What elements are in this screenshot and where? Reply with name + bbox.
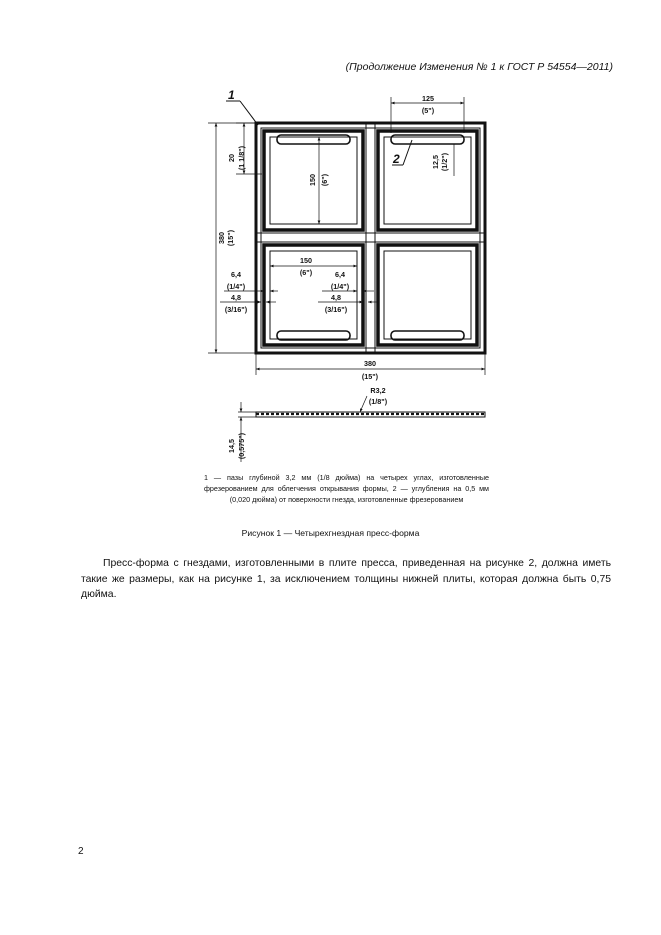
page-number: 2 [78,846,84,857]
dim-380-horizontal [256,353,485,381]
cavity-top-right [378,131,477,230]
svg-text:150: 150 [308,174,317,186]
svg-text:380: 380 [364,359,376,368]
page-header: (Продолжение Изменения № 1 к ГОСТ Р 54554—2011) [345,61,613,73]
svg-text:6,4: 6,4 [231,270,241,279]
svg-text:(1/8"): (1/8") [368,397,388,406]
svg-text:380: 380 [217,232,226,244]
dim-150-vertical [308,137,329,224]
svg-text:14,5: 14,5 [227,439,236,453]
svg-text:(6"): (6") [299,268,313,277]
svg-text:(6"): (6") [320,173,329,187]
svg-text:6,4: 6,4 [335,270,345,279]
svg-text:4,8: 4,8 [331,293,341,302]
figure-legend: 1 — пазы глубиной 3,2 мм (1/8 дюйма) на четырех углах, изготовленные фрезерованием для облегчения открывания формы, 2 — углубления на 0,5 мм (0,020 дюйма) от поверхности гнезда, изготовленные фрезерованием [204,473,489,504]
cavity-bottom-left [264,245,363,345]
svg-text:(15"): (15") [361,372,379,381]
svg-text:150: 150 [300,256,312,265]
body-paragraph: Пресс-форма с гнездами, изготовленными в плите пресса, приведенная на рисунке 2, должна иметь такие же размеры, как на рисунке 1, за исключением толщины нижней плиты, которая должна быть 0,75 дюйма. [81,558,611,600]
mold-plate [256,123,485,353]
dim-12-5 [431,144,454,176]
dim-4-8-left [220,293,276,314]
figure-caption: Рисунок 1 — Четырехгнездная пресс-форма [241,528,420,538]
callout-1 [226,88,258,125]
dim-14-5 [227,432,246,459]
cavity-bottom-right [378,245,477,345]
dim-125 [391,94,464,133]
svg-text:20: 20 [227,154,236,162]
dim-4-8-right [318,293,378,314]
svg-text:1: 1 [228,88,235,102]
svg-text:(3/16"): (3/16") [224,305,248,314]
svg-text:(3/16"): (3/16") [324,305,348,314]
svg-text:(0,575"): (0,575") [237,432,246,460]
svg-text:12,5: 12,5 [431,155,440,169]
side-profile [238,396,485,462]
svg-text:125: 125 [422,94,434,103]
svg-text:R3,2: R3,2 [370,386,386,395]
dim-r3-2 [369,386,388,406]
svg-text:(1 1/8"): (1 1/8") [237,145,246,171]
svg-text:4,8: 4,8 [231,293,241,302]
svg-text:(1/4"): (1/4") [330,282,350,291]
svg-text:2: 2 [393,152,400,166]
svg-text:(1/2"): (1/2") [440,152,449,172]
svg-text:(15"): (15") [226,229,235,247]
svg-text:(1/4"): (1/4") [226,282,246,291]
svg-text:(5"): (5") [421,106,435,115]
